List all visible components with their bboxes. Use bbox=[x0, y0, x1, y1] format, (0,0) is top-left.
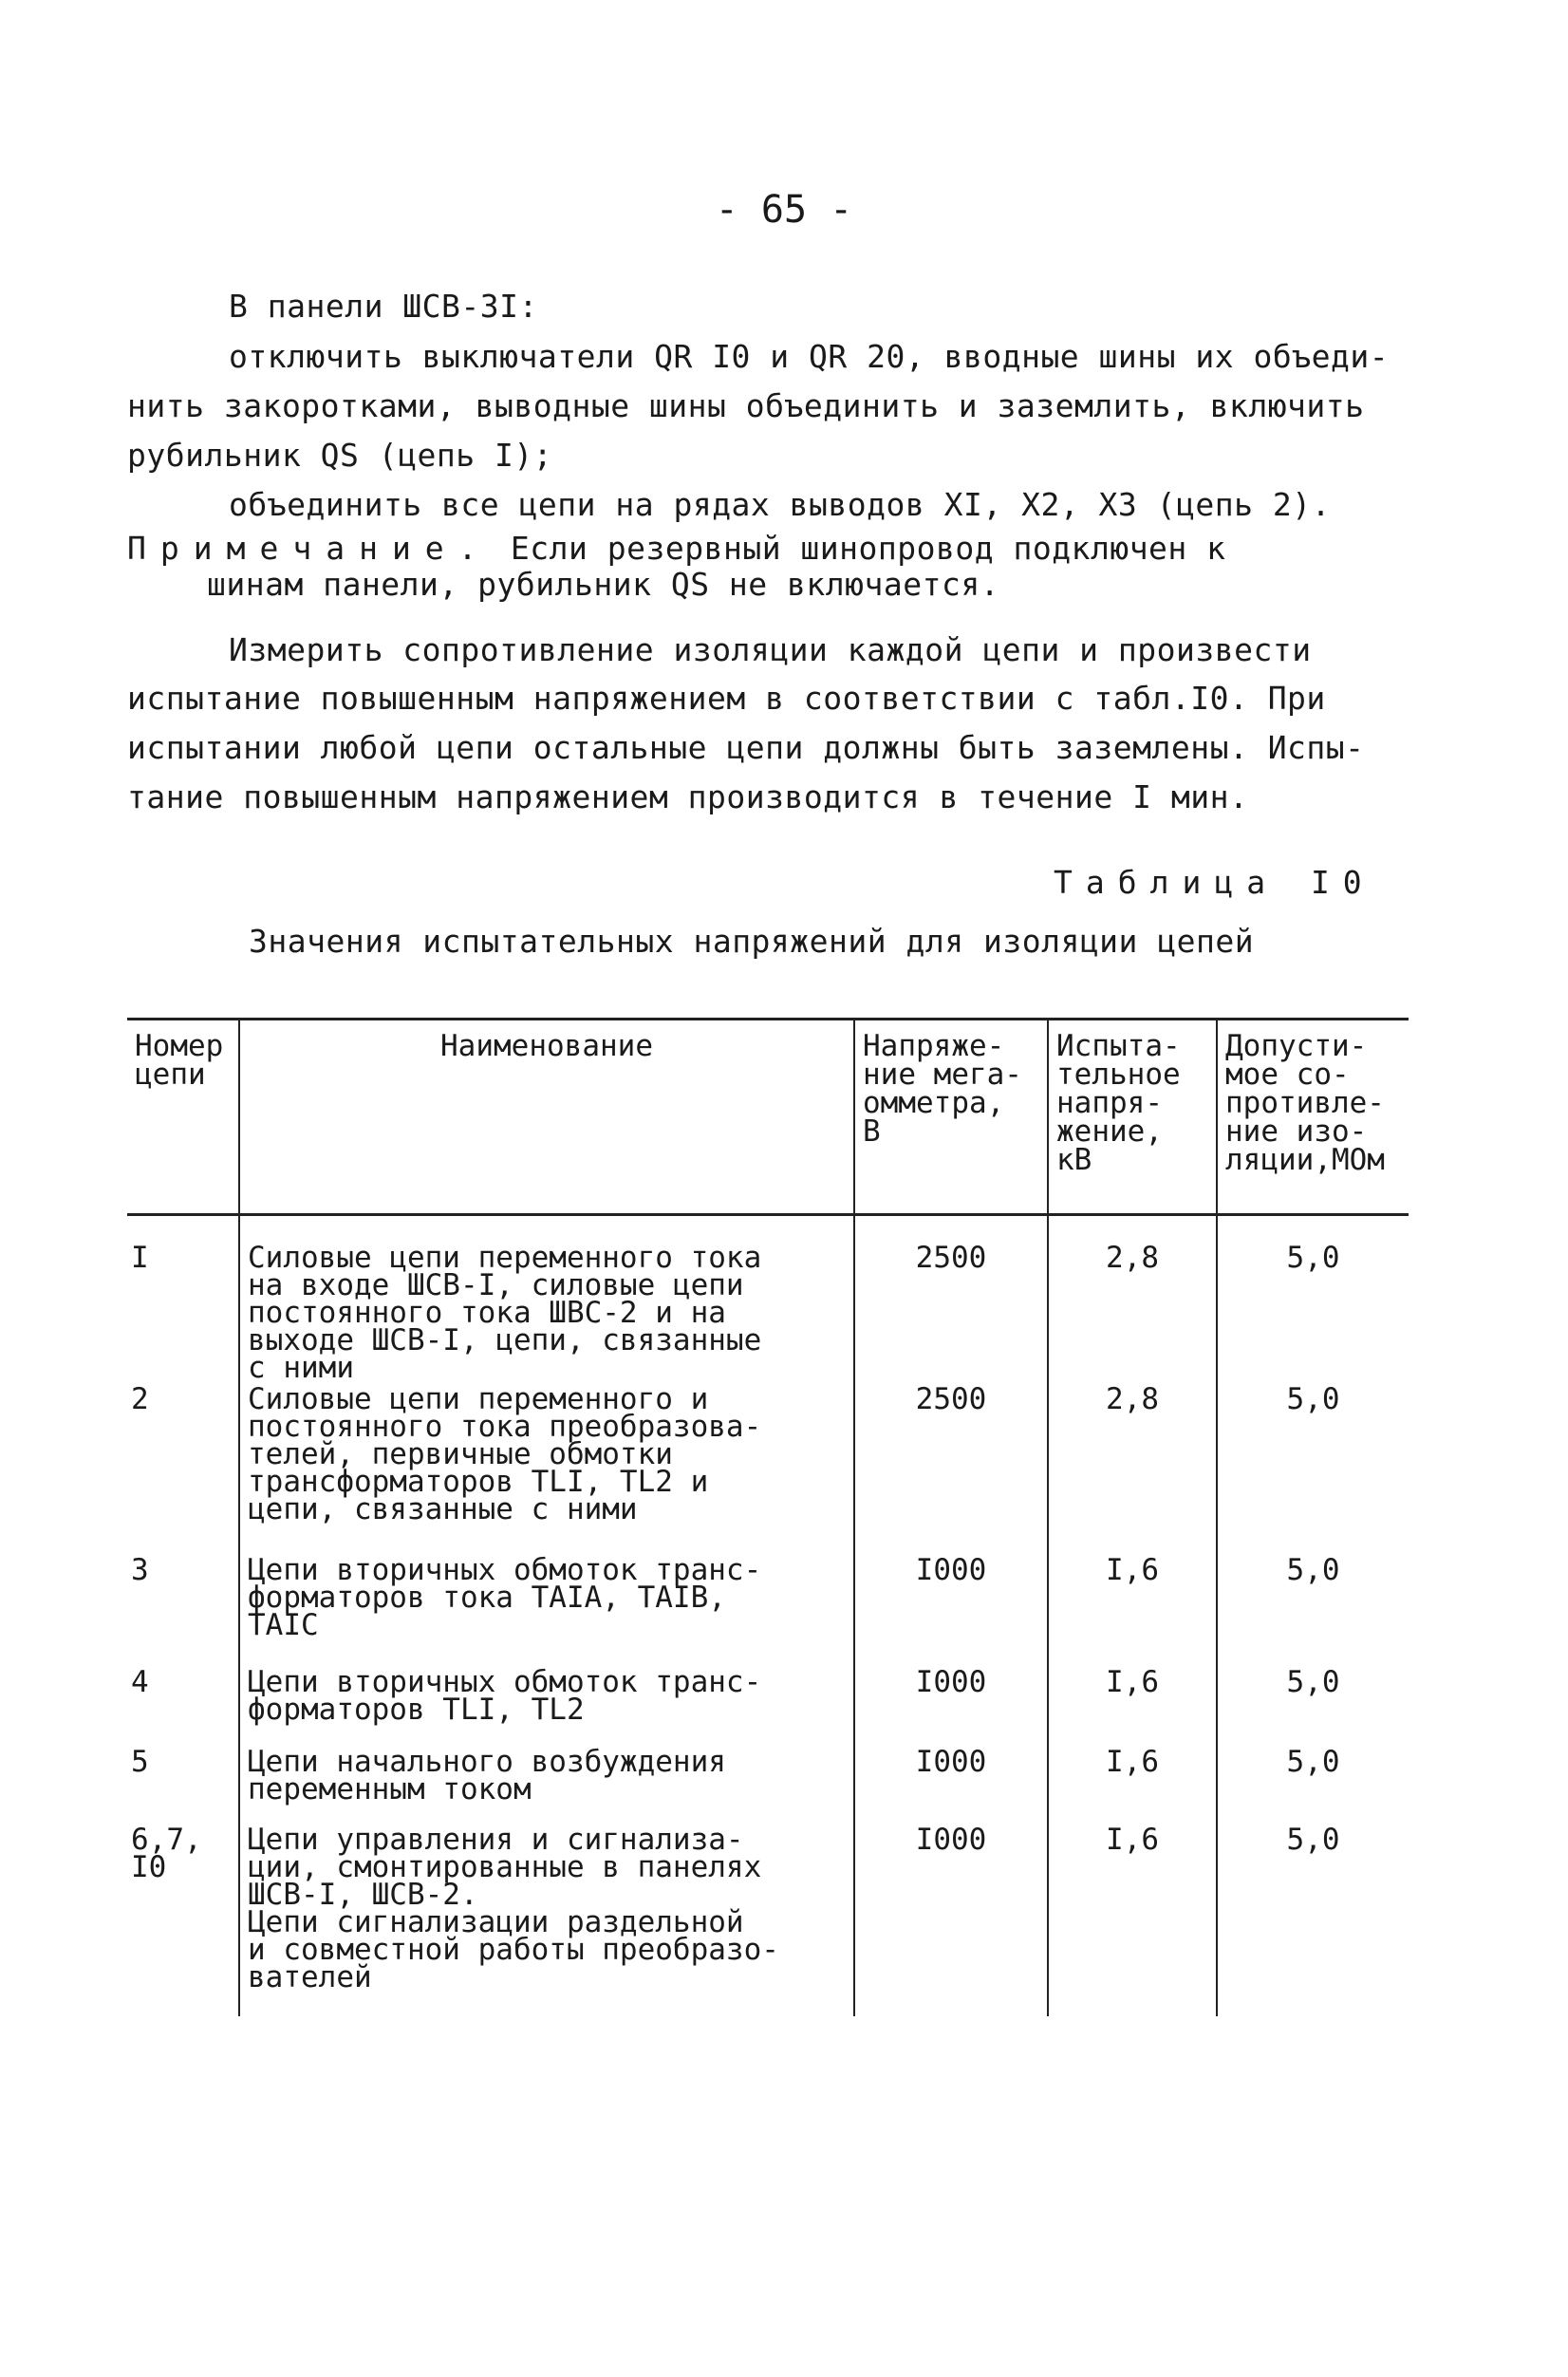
circuit-name: Цепи вторичных обмоток транс- форматоров тока TAIA, TAIB, TAIC bbox=[239, 1557, 854, 1669]
measurement-line: испытание повышенным напряжением в соответствии с табл.I0. При bbox=[127, 680, 1326, 717]
table-row bbox=[127, 1215, 1409, 1386]
insulation-resistance: 5,0 bbox=[1217, 1669, 1409, 1749]
insulation-resistance: 5,0 bbox=[1217, 1215, 1409, 1386]
insulation-resistance: 5,0 bbox=[1217, 1749, 1409, 1826]
measurement-line: Измерить сопротивление изоляции каждой цепи и произвести bbox=[229, 631, 1312, 668]
table-label: Таблица I0 bbox=[1054, 864, 1375, 901]
insulation-resistance: 5,0 bbox=[1217, 1557, 1409, 1669]
insulation-resistance: 5,0 bbox=[1217, 1386, 1409, 1557]
note-text: Если резервный шинопровод подключен к bbox=[510, 530, 1226, 567]
circuit-name: Силовые цепи переменного и постоянного тока преобразова- телей, первичные обмотки трансформаторов TLI, TL2 и цепи, связанные с ними bbox=[239, 1386, 854, 1557]
test-voltage: I,6 bbox=[1048, 1826, 1217, 2016]
measurement-line: испытании любой цепи остальные цепи должны быть заземлены. Испы- bbox=[127, 729, 1365, 766]
circuit-name: Цепи управления и сигнализа- ции, смонтированные в панелях ШСВ-I, ШСВ-2. Цепи сигнализации раздельной и совместной работы преобразо- вателей bbox=[239, 1826, 854, 2016]
test-voltage: I,6 bbox=[1048, 1557, 1217, 1669]
circuit-number: I bbox=[131, 1241, 149, 1275]
circuit-number: 5 bbox=[131, 1744, 149, 1779]
megohmmeter-voltage: I000 bbox=[854, 1749, 1048, 1826]
header-test-voltage: Испыта- тельное напря- жение, кВ bbox=[1048, 1020, 1217, 1215]
circuit-number: 3 bbox=[131, 1552, 149, 1587]
circuit-name: Цепи начального возбуждения переменным током bbox=[239, 1749, 854, 1826]
circuit-name: Силовые цепи переменного тока на входе ШСВ-I, силовые цепи постоянного тока ШВС-2 и на выходе ШСВ-I, цепи, связанные с ними bbox=[239, 1215, 854, 1386]
measurement-line: тание повышенным напряжением производится в течение I мин. bbox=[127, 778, 1249, 815]
table-title: Значения испытательных напряжений для изоляции цепей bbox=[249, 923, 1255, 960]
circuit-name: Цепи вторичных обмоток транс- форматоров TLI, TL2 bbox=[239, 1669, 854, 1749]
instruction-line: рубильник QS (цепь I); bbox=[127, 437, 553, 474]
megohmmeter-voltage: I000 bbox=[854, 1669, 1048, 1749]
note bbox=[127, 530, 1226, 567]
header-insulation-resistance: Допусти- мое со- противле- ние изо- ляции,МОм bbox=[1217, 1020, 1409, 1215]
header-name: Наименование bbox=[239, 1020, 854, 1215]
megohmmeter-voltage: 2500 bbox=[854, 1386, 1048, 1557]
circuit-number: 6,7, I0 bbox=[131, 1822, 202, 1884]
page-number: - 65 - bbox=[715, 188, 853, 232]
note-label: Примечание. bbox=[127, 530, 492, 567]
instruction-line: объединить все цепи на рядах выводов XI, X2, X3 (цепь 2). bbox=[229, 486, 1331, 523]
table-row bbox=[127, 1826, 1409, 2016]
table-row bbox=[127, 1557, 1409, 1669]
note-text-continued: шинам панели, рубильник QS не включается. bbox=[207, 566, 1000, 603]
megohmmeter-voltage: I000 bbox=[854, 1826, 1048, 2016]
test-voltage: 2,8 bbox=[1048, 1386, 1217, 1557]
circuit-number: 4 bbox=[131, 1664, 149, 1699]
instruction-line: нить закоротками, выводные шины объединить и заземлить, включить bbox=[127, 387, 1365, 424]
megohmmeter-voltage: 2500 bbox=[854, 1215, 1048, 1386]
header-circuit-number: Номер цепи bbox=[127, 1020, 239, 1215]
panel-heading: В панели ШСВ-3I: bbox=[229, 288, 538, 325]
table-row bbox=[127, 1749, 1409, 1826]
insulation-test-table bbox=[127, 1018, 1409, 2016]
test-voltage: I,6 bbox=[1048, 1669, 1217, 1749]
table-row bbox=[127, 1386, 1409, 1557]
insulation-resistance: 5,0 bbox=[1217, 1826, 1409, 2016]
header-megohmmeter-voltage: Напряже- ние мега- омметра, В bbox=[854, 1020, 1048, 1215]
table-row bbox=[127, 1669, 1409, 1749]
instruction-line: отключить выключатели QR I0 и QR 20, вводные шины их объеди- bbox=[229, 338, 1390, 375]
table-header-row bbox=[127, 1020, 1409, 1215]
test-voltage: I,6 bbox=[1048, 1749, 1217, 1826]
circuit-number: 2 bbox=[131, 1381, 149, 1416]
megohmmeter-voltage: I000 bbox=[854, 1557, 1048, 1669]
test-voltage: 2,8 bbox=[1048, 1215, 1217, 1386]
